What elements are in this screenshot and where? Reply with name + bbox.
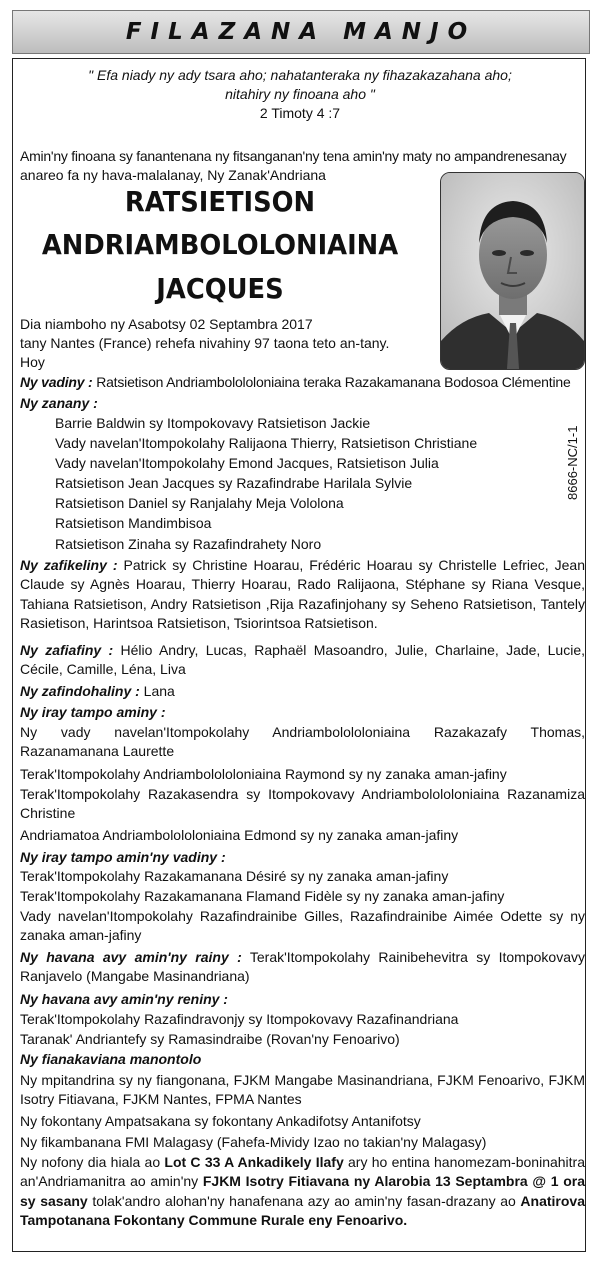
vadiny-section: [20, 373, 585, 392]
zafiafiny-text: Hélio Andry, Lucas, Raphaël Masoandro, Julie, Charlaine, Jade, Lucie, Cécile, Camille, Léna, Liva: [20, 642, 585, 678]
intro-line-1: Amin'ny finoana sy fanantenana ny fitsanganan'ny tena amin'ny maty no ampandrenesanay: [20, 148, 567, 164]
zanany-label: Ny zanany :: [20, 395, 98, 411]
zanany-item: Ratsietison Jean Jacques sy Razafindrabe Harilala Sylvie: [55, 475, 413, 491]
havana-rainy-label: Ny havana avy amin'ny rainy :: [20, 949, 242, 965]
burial-place: Anatirova Tampotanana Fokontany Commune Rurale eny Fenoarivo.: [20, 1192, 585, 1228]
funeral-text-2: ary ho entina hanomezam-boninahitra an'Andriamanitra ao amin'ny: [20, 1154, 585, 1190]
tampo-aminy-label: Ny iray tampo aminy :: [20, 704, 166, 720]
fianakaviana-item: Ny fokontany Ampatsakana sy fokontany Ankadifotsy Antanifotsy: [20, 1113, 421, 1129]
tampo-vadiny-label: Ny iray tampo amin'ny vadiny :: [20, 849, 226, 865]
tampo-aminy-item: Terak'Itompokolahy Razakasendra sy Itompokovavy Andriambolololoniaina Razanamiza Christine: [20, 786, 585, 822]
zafindohaliny-text: Lana: [139, 683, 175, 699]
tampo-aminy-item: Andriamatoa Andriambolololoniaina Edmond sy ny zanaka aman-jafiny: [20, 827, 459, 843]
zanany-item: Vady navelan'Itompokolahy Emond Jacques, Ratsietison Julia: [55, 455, 439, 471]
death-line-2: tany Nantes (France) rehefa nivahiny 97 taona teto an-tany.: [20, 335, 390, 351]
havana-reniny-item: Taranak' Andriantefy sy Ramasindraibe (Rovan'ny Fenoarivo): [20, 1031, 400, 1047]
header-banner: [12, 10, 590, 54]
name-line-1: RATSIETISON: [124, 185, 316, 218]
zafikeliny-section: [20, 556, 585, 633]
intro-line-2: anareo fa ny hava-malalanay, Ny Zanak'Andriana: [20, 167, 326, 183]
death-line-3: Hoy: [20, 354, 45, 370]
fianakaviana-item: Ny fikambanana FMI Malagasy (Fahefa-Mividy Izao no takian'ny Malagasy): [20, 1134, 487, 1150]
tampo-aminy-item: Terak'Itompokolahy Andriambolololoniaina Raymond sy ny zanaka aman-jafiny: [20, 766, 507, 782]
havana-reniny-label: Ny havana avy amin'ny reniny :: [20, 991, 228, 1007]
funeral-location: Lot C 33 A Ankadikely Ilafy: [164, 1154, 344, 1170]
zafindohaliny-section: [20, 682, 585, 701]
funeral-text-3: tolak'andro alohan'ny hanafenana azy ao amin'ny fasan-drazany ao: [87, 1192, 521, 1209]
zafikeliny-text: Patrick sy Christine Hoarau, Frédéric Hoarau sy Christelle Lefriec, Jean Claude sy Agnès Hoarau, Thierry Hoarau, Rado Ralijaona, Stéphane sy Riana Vesque, Tahiana Ratsietison, Andry Ratsietison ,Rija Razafinjohany sy Seheno Ratsietison, Tantely Rasietison, Harintsoa Ratsietison, Tsiorintsoa Ratsietison.: [20, 557, 585, 631]
funeral-details: [20, 1153, 585, 1230]
vadiny-text: Ratsietison Andriambolololoniaina teraka Razakamanana Bodosoa Clémentine: [92, 374, 571, 390]
tampo-vadiny-item: Terak'Itompokolahy Razakamanana Désiré sy ny zanaka aman-jafiny: [20, 868, 449, 884]
tampo-vadiny-item: Terak'Itompokolahy Razakamanana Flamand Fidèle sy ny zanaka aman-jafiny: [20, 888, 505, 904]
zanany-item: Barrie Baldwin sy Itompokovavy Ratsietison Jackie: [55, 415, 371, 431]
zafiafiny-section: [20, 641, 585, 680]
name-line-2: ANDRIAMBOLOLONIAINA: [41, 228, 399, 261]
zanany-item: Ratsietison Daniel sy Ranjalahy Meja Vololona: [55, 495, 344, 511]
havana-rainy-section: [20, 948, 585, 987]
header-title: FILAZANA MANJO: [125, 19, 477, 45]
zafindohaliny-label: Ny zafindohaliny :: [20, 683, 140, 699]
name-line-3: JACQUES: [156, 272, 284, 305]
side-code: 8666-NC/1-1: [565, 425, 580, 500]
zanany-item: Ratsietison Mandimbisoa: [55, 515, 212, 531]
funeral-church-time: FJKM Isotry Fitiavana ny Alarobia 13 Septambra @ 1 ora sy sasany: [20, 1173, 585, 1209]
fianakaviana-item: Ny mpitandrina sy ny fiangonana, FJKM Mangabe Masinandriana, FJKM Fenoarivo, FJKM Isotry Fitiavana, FJKM Nantes, FPMA Nantes: [20, 1072, 585, 1108]
tampo-aminy-item: Ny vady navelan'Itompokolahy Andriambolololoniaina Razakazafy Thomas, Razanamanana Laurette: [20, 724, 585, 760]
zafikeliny-label: Ny zafikeliny :: [20, 557, 118, 573]
zafiafiny-label: Ny zafiafiny :: [20, 642, 114, 658]
tampo-vadiny-item: Vady navelan'Itompokolahy Razafindrainibe Gilles, Razafindrainibe Aimée Odette sy ny zanaka aman-jafiny: [20, 908, 585, 944]
death-line-1: Dia niamboho ny Asabotsy 02 Septambra 2017: [20, 316, 313, 332]
quote-line-2: nitahiry ny finoana aho ": [225, 86, 375, 102]
zanany-item: Vady navelan'Itompokolahy Ralijaona Thierry, Ratsietison Christiane: [55, 435, 478, 451]
havana-rainy-text: Terak'Itompokolahy Rainibehevitra sy Itompokovavy Ranjavelo (Mangabe Masinandriana): [20, 949, 585, 985]
fianakaviana-label: Ny fianakaviana manontolo: [20, 1051, 202, 1067]
vadiny-label: Ny vadiny :: [20, 374, 93, 390]
quote-reference: 2 Timoty 4 :7: [259, 105, 341, 121]
quote-line-1: " Efa niady ny ady tsara aho; nahatanteraka ny fihazakazahana aho;: [88, 67, 512, 83]
funeral-text-1: Ny nofony dia hiala ao: [20, 1154, 165, 1170]
zanany-item: Ratsietison Zinaha sy Razafindrahety Noro: [55, 536, 322, 552]
havana-reniny-item: Terak'Itompokolahy Razafindravonjy sy Itompokovavy Razafinandriana: [20, 1011, 459, 1027]
